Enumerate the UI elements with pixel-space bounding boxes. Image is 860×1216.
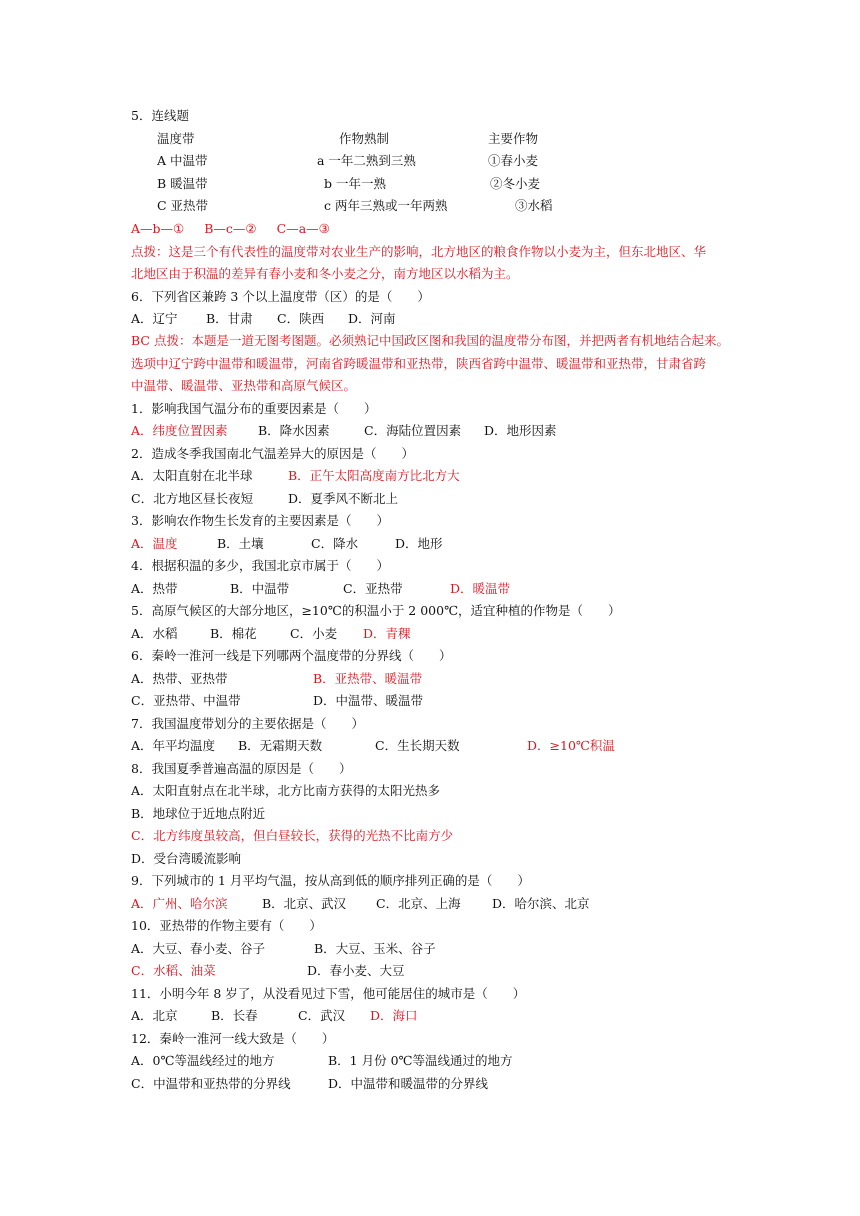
option: C．北方纬度虽较高，但白昼较长，获得的光热不比南方少 bbox=[131, 828, 454, 843]
q5-header-2: 作物熟制 bbox=[339, 131, 390, 146]
q6-option-a: A．辽宁 bbox=[131, 311, 178, 326]
question-4: 4．根据积温的多少，我国北京市属于（ ） bbox=[131, 558, 389, 573]
q5-row-a-band: A 中温带 bbox=[157, 153, 208, 168]
option: A．年平均温度 bbox=[131, 738, 216, 753]
option: A．大豆、春小麦、谷子 bbox=[131, 941, 266, 956]
q5-answer-1: A—b—① bbox=[131, 221, 185, 236]
question-10: 10．亚热带的作物主要有（ ） bbox=[131, 918, 322, 933]
option: B．亚热带、暖温带 bbox=[313, 671, 423, 686]
question-10-options-row-2 bbox=[131, 963, 405, 979]
option: B．土壤 bbox=[217, 536, 264, 551]
option: B．大豆、玉米、谷子 bbox=[314, 941, 436, 956]
option: C．水稻、油菜 bbox=[131, 963, 216, 978]
option: B．正午太阳高度南方比北方大 bbox=[288, 468, 460, 483]
q5-row-b-system: b 一年一熟 bbox=[324, 176, 386, 191]
question-2-options-row-1 bbox=[131, 468, 460, 484]
question-12-options-row-1 bbox=[131, 1053, 513, 1069]
q5-header-1: 温度带 bbox=[157, 131, 195, 146]
option: D．春小麦、大豆 bbox=[307, 963, 405, 978]
question-2-options-row-2 bbox=[131, 491, 398, 507]
q6-note-line-1: BC 点拨：本题是一道无图考图题。必须熟记中国政区图和我国的温度带分布图，并把两者有机地结合起来。 bbox=[131, 333, 729, 348]
question-11-options bbox=[131, 1008, 418, 1024]
question-2: 2．造成冬季我国南北气温差异大的原因是（ ） bbox=[131, 446, 414, 461]
option: A．纬度位置因素 bbox=[131, 423, 228, 438]
option: C．生长期天数 bbox=[375, 738, 460, 753]
option: D．≥10℃积温 bbox=[527, 738, 615, 753]
q5-header-3: 主要作物 bbox=[488, 131, 539, 146]
question-11: 11．小明今年 8 岁了，从没看见过下雪，他可能居住的城市是（ ） bbox=[131, 986, 526, 1001]
question-1-options bbox=[131, 423, 557, 439]
question-1: 1．影响我国气温分布的重要因素是（ ） bbox=[131, 401, 377, 416]
option: A．广州、哈尔滨 bbox=[131, 896, 228, 911]
question-7-options bbox=[131, 738, 615, 754]
option: A．温度 bbox=[131, 536, 178, 551]
question-9-options bbox=[131, 896, 590, 912]
option: C．北京、上海 bbox=[376, 896, 461, 911]
option: D．青稞 bbox=[363, 626, 411, 641]
option: B．地球位于近地点附近 bbox=[131, 806, 266, 821]
question-12-options-row-2 bbox=[131, 1076, 488, 1092]
option: A．0℃等温线经过的地方 bbox=[131, 1053, 275, 1068]
question-9: 9．下列城市的 1 月平均气温，按从高到低的顺序排列正确的是（ ） bbox=[131, 873, 530, 888]
option: A．太阳直射在北半球 bbox=[131, 468, 253, 483]
question-7: 7．我国温度带划分的主要依据是（ ） bbox=[131, 716, 364, 731]
q6-option-b: B．甘肃 bbox=[206, 311, 253, 326]
option: D．哈尔滨、北京 bbox=[492, 896, 590, 911]
option: B．中温带 bbox=[230, 581, 290, 596]
question-3-options bbox=[131, 536, 443, 552]
option: C．亚热带 bbox=[343, 581, 403, 596]
question-12: 12．秦岭一淮河一线大致是（ ） bbox=[131, 1031, 335, 1046]
option: A．北京 bbox=[131, 1008, 178, 1023]
option: B．无霜期天数 bbox=[238, 738, 323, 753]
option: A．热带 bbox=[131, 581, 178, 596]
option: D．中温带、暖温带 bbox=[313, 693, 424, 708]
option: D．受台湾暖流影响 bbox=[131, 851, 242, 866]
q6-options bbox=[131, 311, 396, 327]
q6-note-line-2: 选项中辽宁跨中温带和暖温带，河南省跨暖温带和亚热带，陕西省跨中温带、暖温带和亚热带，甘肃省跨 bbox=[131, 356, 707, 371]
option: D．暖温带 bbox=[450, 581, 511, 596]
question-5-options bbox=[131, 626, 411, 642]
question-5: 5．高原气候区的大部分地区，≥10℃的积温小于 2 000℃，适宜种植的作物是（ ） bbox=[131, 603, 621, 618]
question-4-options bbox=[131, 581, 510, 597]
option: A．太阳直射点在北半球，北方比南方获得的太阳光热多 bbox=[131, 783, 441, 798]
option: D．海口 bbox=[370, 1008, 418, 1023]
option: C．海陆位置因素 bbox=[364, 423, 462, 438]
q5-row-a-crop: ①春小麦 bbox=[488, 153, 539, 168]
q5-row-c-crop: ③水稻 bbox=[515, 198, 553, 213]
option: B．棉花 bbox=[210, 626, 257, 641]
question-6: 6．秦岭一淮河一线是下列哪两个温度带的分界线（ ） bbox=[131, 648, 452, 663]
q6-option-d: D．河南 bbox=[348, 311, 396, 326]
q6-question: 6．下列省区兼跨 3 个以上温度带（区）的是（ ） bbox=[131, 289, 430, 304]
q5-row-b-crop: ②冬小麦 bbox=[490, 176, 541, 191]
q5-row-b-band: B 暖温带 bbox=[157, 176, 208, 191]
q5-row-c-system: c 两年三熟或一年两熟 bbox=[324, 198, 448, 213]
option: B．长春 bbox=[211, 1008, 258, 1023]
option: B．1 月份 0℃等温线通过的地方 bbox=[328, 1053, 513, 1068]
q5-note-line-2: 北地区由于积温的差异有春小麦和冬小麦之分，南方地区以水稻为主。 bbox=[131, 266, 519, 281]
question-10-options-row-1 bbox=[131, 941, 436, 957]
q5-answer-2: B—c—② bbox=[204, 221, 257, 236]
q5-row-a-system: a 一年二熟到三熟 bbox=[317, 153, 416, 168]
option: C．小麦 bbox=[290, 626, 338, 641]
q5-answer bbox=[131, 221, 330, 237]
q5-row-c-band: C 亚热带 bbox=[157, 198, 209, 213]
q6-note-line-3: 中温带、暖温带、亚热带和高原气候区。 bbox=[131, 378, 357, 393]
option: B．北京、武汉 bbox=[262, 896, 347, 911]
question-3: 3．影响农作物生长发育的主要因素是（ ） bbox=[131, 513, 389, 528]
option: C．中温带和亚热带的分界线 bbox=[131, 1076, 291, 1091]
option: B．降水因素 bbox=[258, 423, 330, 438]
option: C．降水 bbox=[311, 536, 359, 551]
option: A．水稻 bbox=[131, 626, 178, 641]
option: C．武汉 bbox=[298, 1008, 346, 1023]
option: A．热带、亚热带 bbox=[131, 671, 228, 686]
question-8: 8．我国夏季普遍高温的原因是（ ） bbox=[131, 761, 352, 776]
option: D．地形因素 bbox=[484, 423, 557, 438]
option: C．亚热带、中温带 bbox=[131, 693, 241, 708]
option: C．北方地区昼长夜短 bbox=[131, 491, 254, 506]
q6-option-c: C．陕西 bbox=[277, 311, 325, 326]
option: D．中温带和暖温带的分界线 bbox=[328, 1076, 489, 1091]
option: D．地形 bbox=[395, 536, 443, 551]
option: D．夏季风不断北上 bbox=[288, 491, 399, 506]
question-6-options-row-1 bbox=[131, 671, 422, 687]
q5-answer-3: C—a—③ bbox=[276, 221, 330, 236]
q5-note-line-1: 点拨：这是三个有代表性的温度带对农业生产的影响，北方地区的粮食作物以小麦为主，但东北地区、华 bbox=[131, 244, 707, 259]
question-6-options-row-2 bbox=[131, 693, 423, 709]
q5-title: 5．连线题 bbox=[131, 108, 189, 123]
